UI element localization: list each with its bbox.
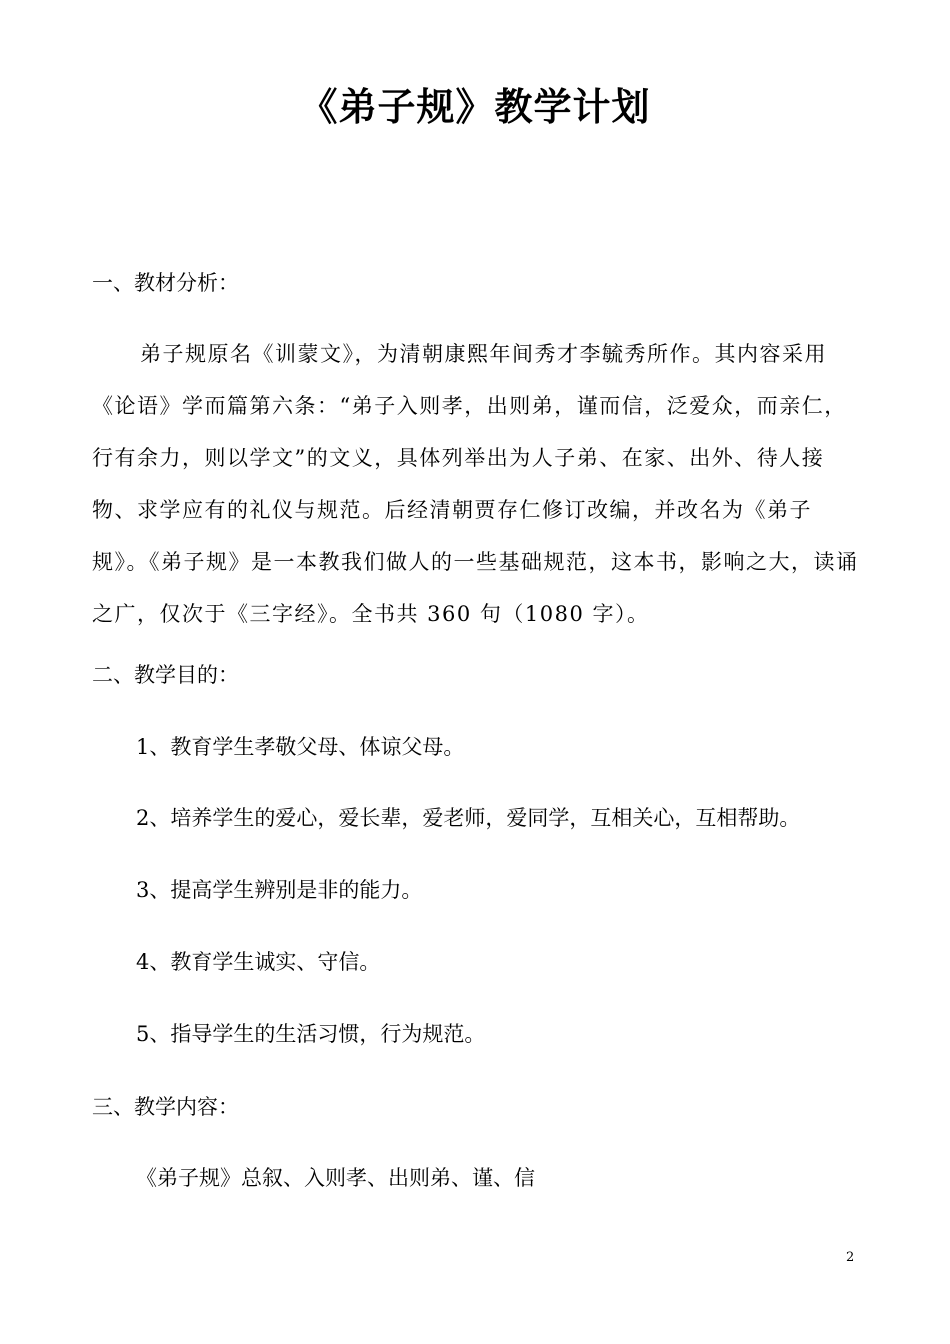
- teaching-content-text: 《弟子规》总叙、入则孝、出则弟、谨、信: [136, 1166, 535, 1190]
- teaching-goal-item: 4、教育学生诚实、守信。: [136, 950, 381, 974]
- teaching-goal-item: 2、培养学生的爱心，爱长辈，爱老师，爱同学，互相关心，互相帮助。: [136, 806, 801, 830]
- section-heading-teaching-goals: 二、教学目的：: [92, 663, 239, 687]
- document-title: 《弟子规》教学计划: [299, 84, 651, 129]
- textbook-analysis-paragraph: 弟子规原名《训蒙文》，为清朝康熙年间秀才李毓秀所作。其内容采用《论语》学而篇第六条：“弟子入则孝，出则弟，谨而信，泛爱众，而亲仁，行有余力，则以学文”的文义，具体列举出为人子弟、在家、出外、待人接物、求学应有的礼仪与规范。后经清朝贾存仁修订改编，并改名为《弟子规》。《弟子规》是一本教我们做人的一些基础规范，这本书，影响之大，读诵之广，仅次于《三字经》。全书共 360 句（1080 字）。: [92, 342, 859, 626]
- teaching-goal-item: 5、指导学生的生活习惯，行为规范。: [136, 1022, 486, 1046]
- teaching-goal-item: 3、提高学生辨别是非的能力。: [136, 878, 423, 902]
- page-number: 2: [846, 1250, 855, 1265]
- section-heading-teaching-content: 三、教学内容：: [92, 1095, 239, 1119]
- teaching-goal-item: 1、教育学生孝敬父母、体谅父母。: [136, 735, 465, 759]
- section-heading-textbook-analysis: 一、教材分析：: [92, 271, 239, 295]
